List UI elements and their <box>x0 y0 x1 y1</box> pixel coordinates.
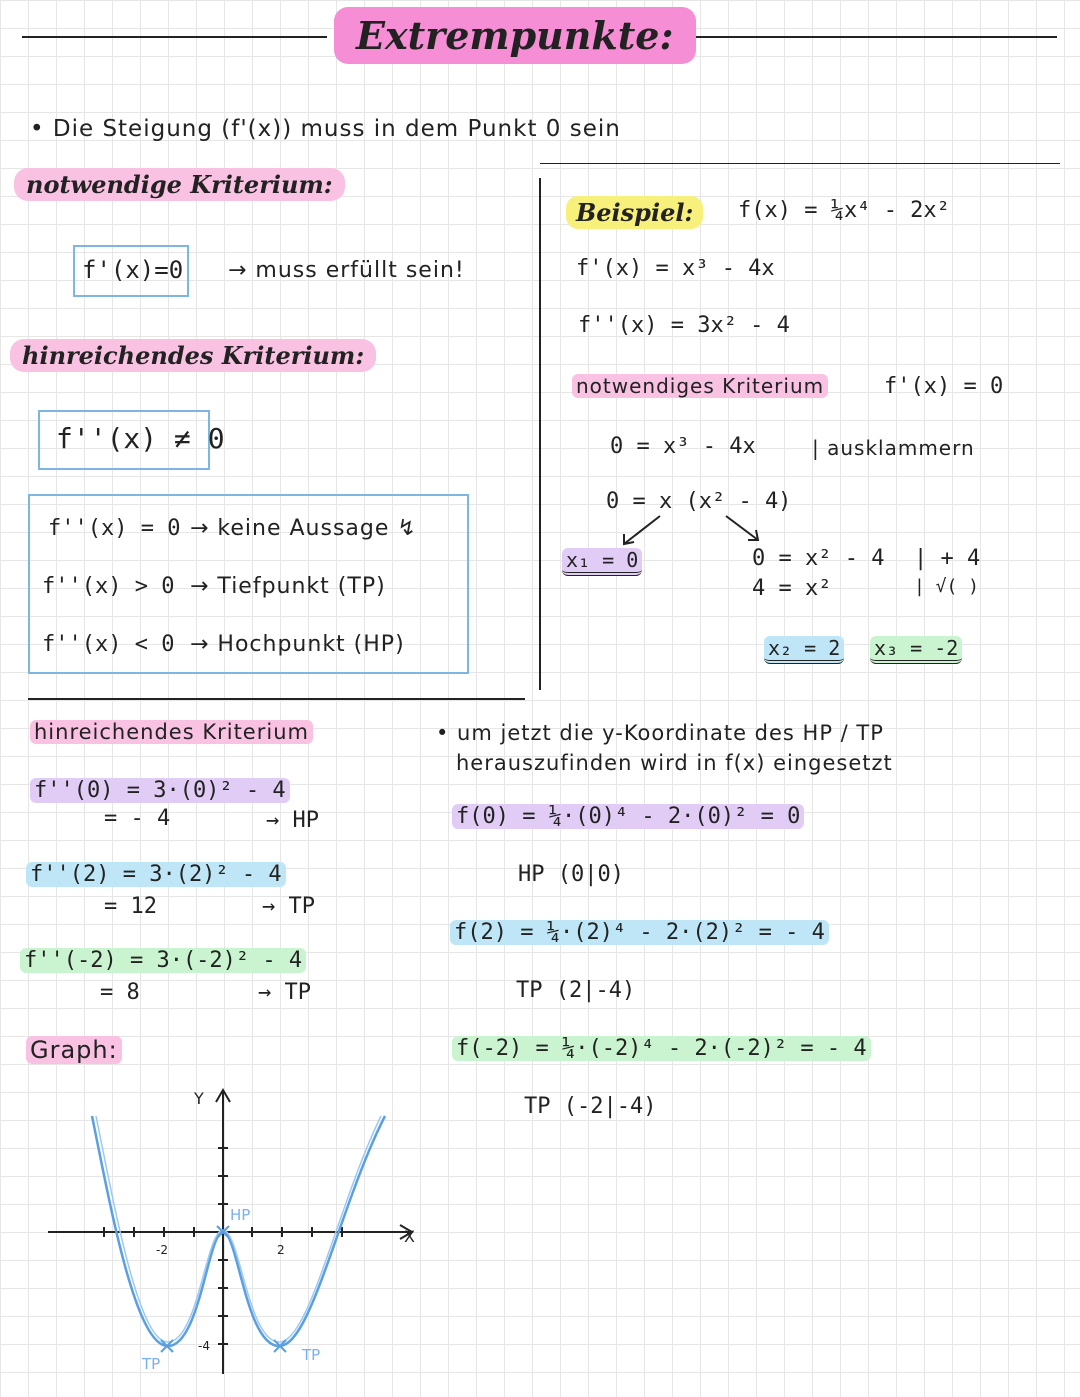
beispiel-eq4-note: | √( ) <box>914 576 980 597</box>
column-divider <box>539 178 541 690</box>
ycoord-f0 <box>452 804 804 829</box>
ycoord-text1: • um jetzt die y-Koordinate des HP / TP <box>436 721 884 745</box>
notwendig-formula: f'(x)=0 <box>82 256 184 284</box>
ycoord-tp2: TP (-2|-4) <box>524 1094 657 1119</box>
hk-r2c: → TP <box>262 894 315 919</box>
case-result-1: → Tiefpunkt (TP) <box>190 574 386 599</box>
hk-r1b: = - 4 <box>104 806 171 831</box>
beispiel-eq1: 0 = x³ - 4x <box>610 434 756 459</box>
graph-label: Graph: <box>26 1036 122 1064</box>
hk-r3b: = 8 <box>100 980 140 1005</box>
hk-r2a <box>26 862 286 887</box>
beispiel-label: Beispiel: <box>566 196 703 229</box>
hk-r2a-text: f''(2) = 3·(2)² - 4 <box>26 862 286 887</box>
left-section-rule <box>28 698 525 700</box>
hk-r3a-text: f''(-2) = 3·(-2)² - 4 <box>20 948 306 973</box>
tp-right-label: TP <box>302 1346 321 1364</box>
ycoord-fm2 <box>452 1036 871 1061</box>
notwendig-note: → muss erfüllt sein! <box>228 258 465 283</box>
beispiel-x3: x₃ = -2 <box>870 636 962 664</box>
hk-label: hinreichendes Kriterium <box>30 720 313 744</box>
tick-label-2: 2 <box>277 1243 285 1257</box>
hinreichend-formula: f''(x) ≠ 0 <box>56 422 225 455</box>
title-rule-right <box>685 36 1057 38</box>
beispiel-eq3-note: | + 4 <box>914 546 981 571</box>
beispiel-x1: x₁ = 0 <box>562 548 642 576</box>
tick-label-neg2: -2 <box>156 1243 168 1257</box>
ycoord-f2-text: f(2) = ¼·(2)⁴ - 2·(2)² = - 4 <box>450 920 829 945</box>
ycoord-text2: herauszufinden wird in f(x) eingesetzt <box>456 751 893 775</box>
case-cond-1: f''(x) > 0 <box>42 574 175 599</box>
case-cond-2: f''(x) < 0 <box>42 632 175 657</box>
y-axis-label: Y <box>194 1089 204 1108</box>
graph-plot <box>40 1084 440 1384</box>
hinreichend-heading: hinreichendes Kriterium: <box>10 339 376 372</box>
beispiel-eq4: 4 = x² <box>752 576 832 601</box>
tick-label-neg4: -4 <box>198 1339 210 1353</box>
intro-text: • Die Steigung (f'(x)) muss in dem Punkt 0 sein <box>30 116 621 142</box>
case-cond-0: f''(x) = 0 <box>48 516 181 541</box>
tp-left-label: TP <box>142 1355 161 1373</box>
beispiel-eq1-note: | ausklammern <box>812 436 975 460</box>
beispiel-eq3: 0 = x² - 4 <box>752 546 885 571</box>
ycoord-fm2-text: f(-2) = ¼·(-2)⁴ - 2·(-2)² = - 4 <box>452 1036 871 1061</box>
title-rule-left <box>22 36 327 38</box>
beispiel-nk-cond: f'(x) = 0 <box>884 374 1004 399</box>
beispiel-d1: f'(x) = x³ - 4x <box>576 256 775 281</box>
beispiel-x2: x₂ = 2 <box>764 636 844 664</box>
page-title: Extrempunkte: <box>334 7 696 64</box>
hk-r1a <box>30 778 290 803</box>
beispiel-eq2: 0 = x (x² - 4) <box>606 489 792 514</box>
beispiel-nk-label: notwendiges Kriterium <box>572 374 828 398</box>
notwendig-heading: notwendige Kriterium: <box>14 168 345 201</box>
hp-label: HP <box>230 1206 251 1224</box>
beispiel-func: f(x) = ¼x⁴ - 2x² <box>738 198 950 223</box>
ycoord-f0-text: f(0) = ¼·(0)⁴ - 2·(0)² = 0 <box>452 804 804 829</box>
hk-r2b: = 12 <box>104 894 157 919</box>
ycoord-f2 <box>450 920 829 945</box>
hk-r3a <box>20 948 306 973</box>
ycoord-tp1: TP (2|-4) <box>516 978 636 1003</box>
ycoord-hp: HP (0|0) <box>518 862 624 887</box>
beispiel-d2: f''(x) = 3x² - 4 <box>578 313 790 338</box>
right-rule-top <box>540 163 1060 164</box>
case-result-2: → Hochpunkt (HP) <box>190 632 405 657</box>
x-axis-label: X <box>404 1227 415 1246</box>
hk-r3c: → TP <box>258 980 311 1005</box>
split-arrows <box>620 512 780 548</box>
hk-r1a-text: f''(0) = 3·(0)² - 4 <box>30 778 290 803</box>
hk-r1c: → HP <box>266 808 319 833</box>
case-result-0: → keine Aussage ↯ <box>190 516 417 541</box>
